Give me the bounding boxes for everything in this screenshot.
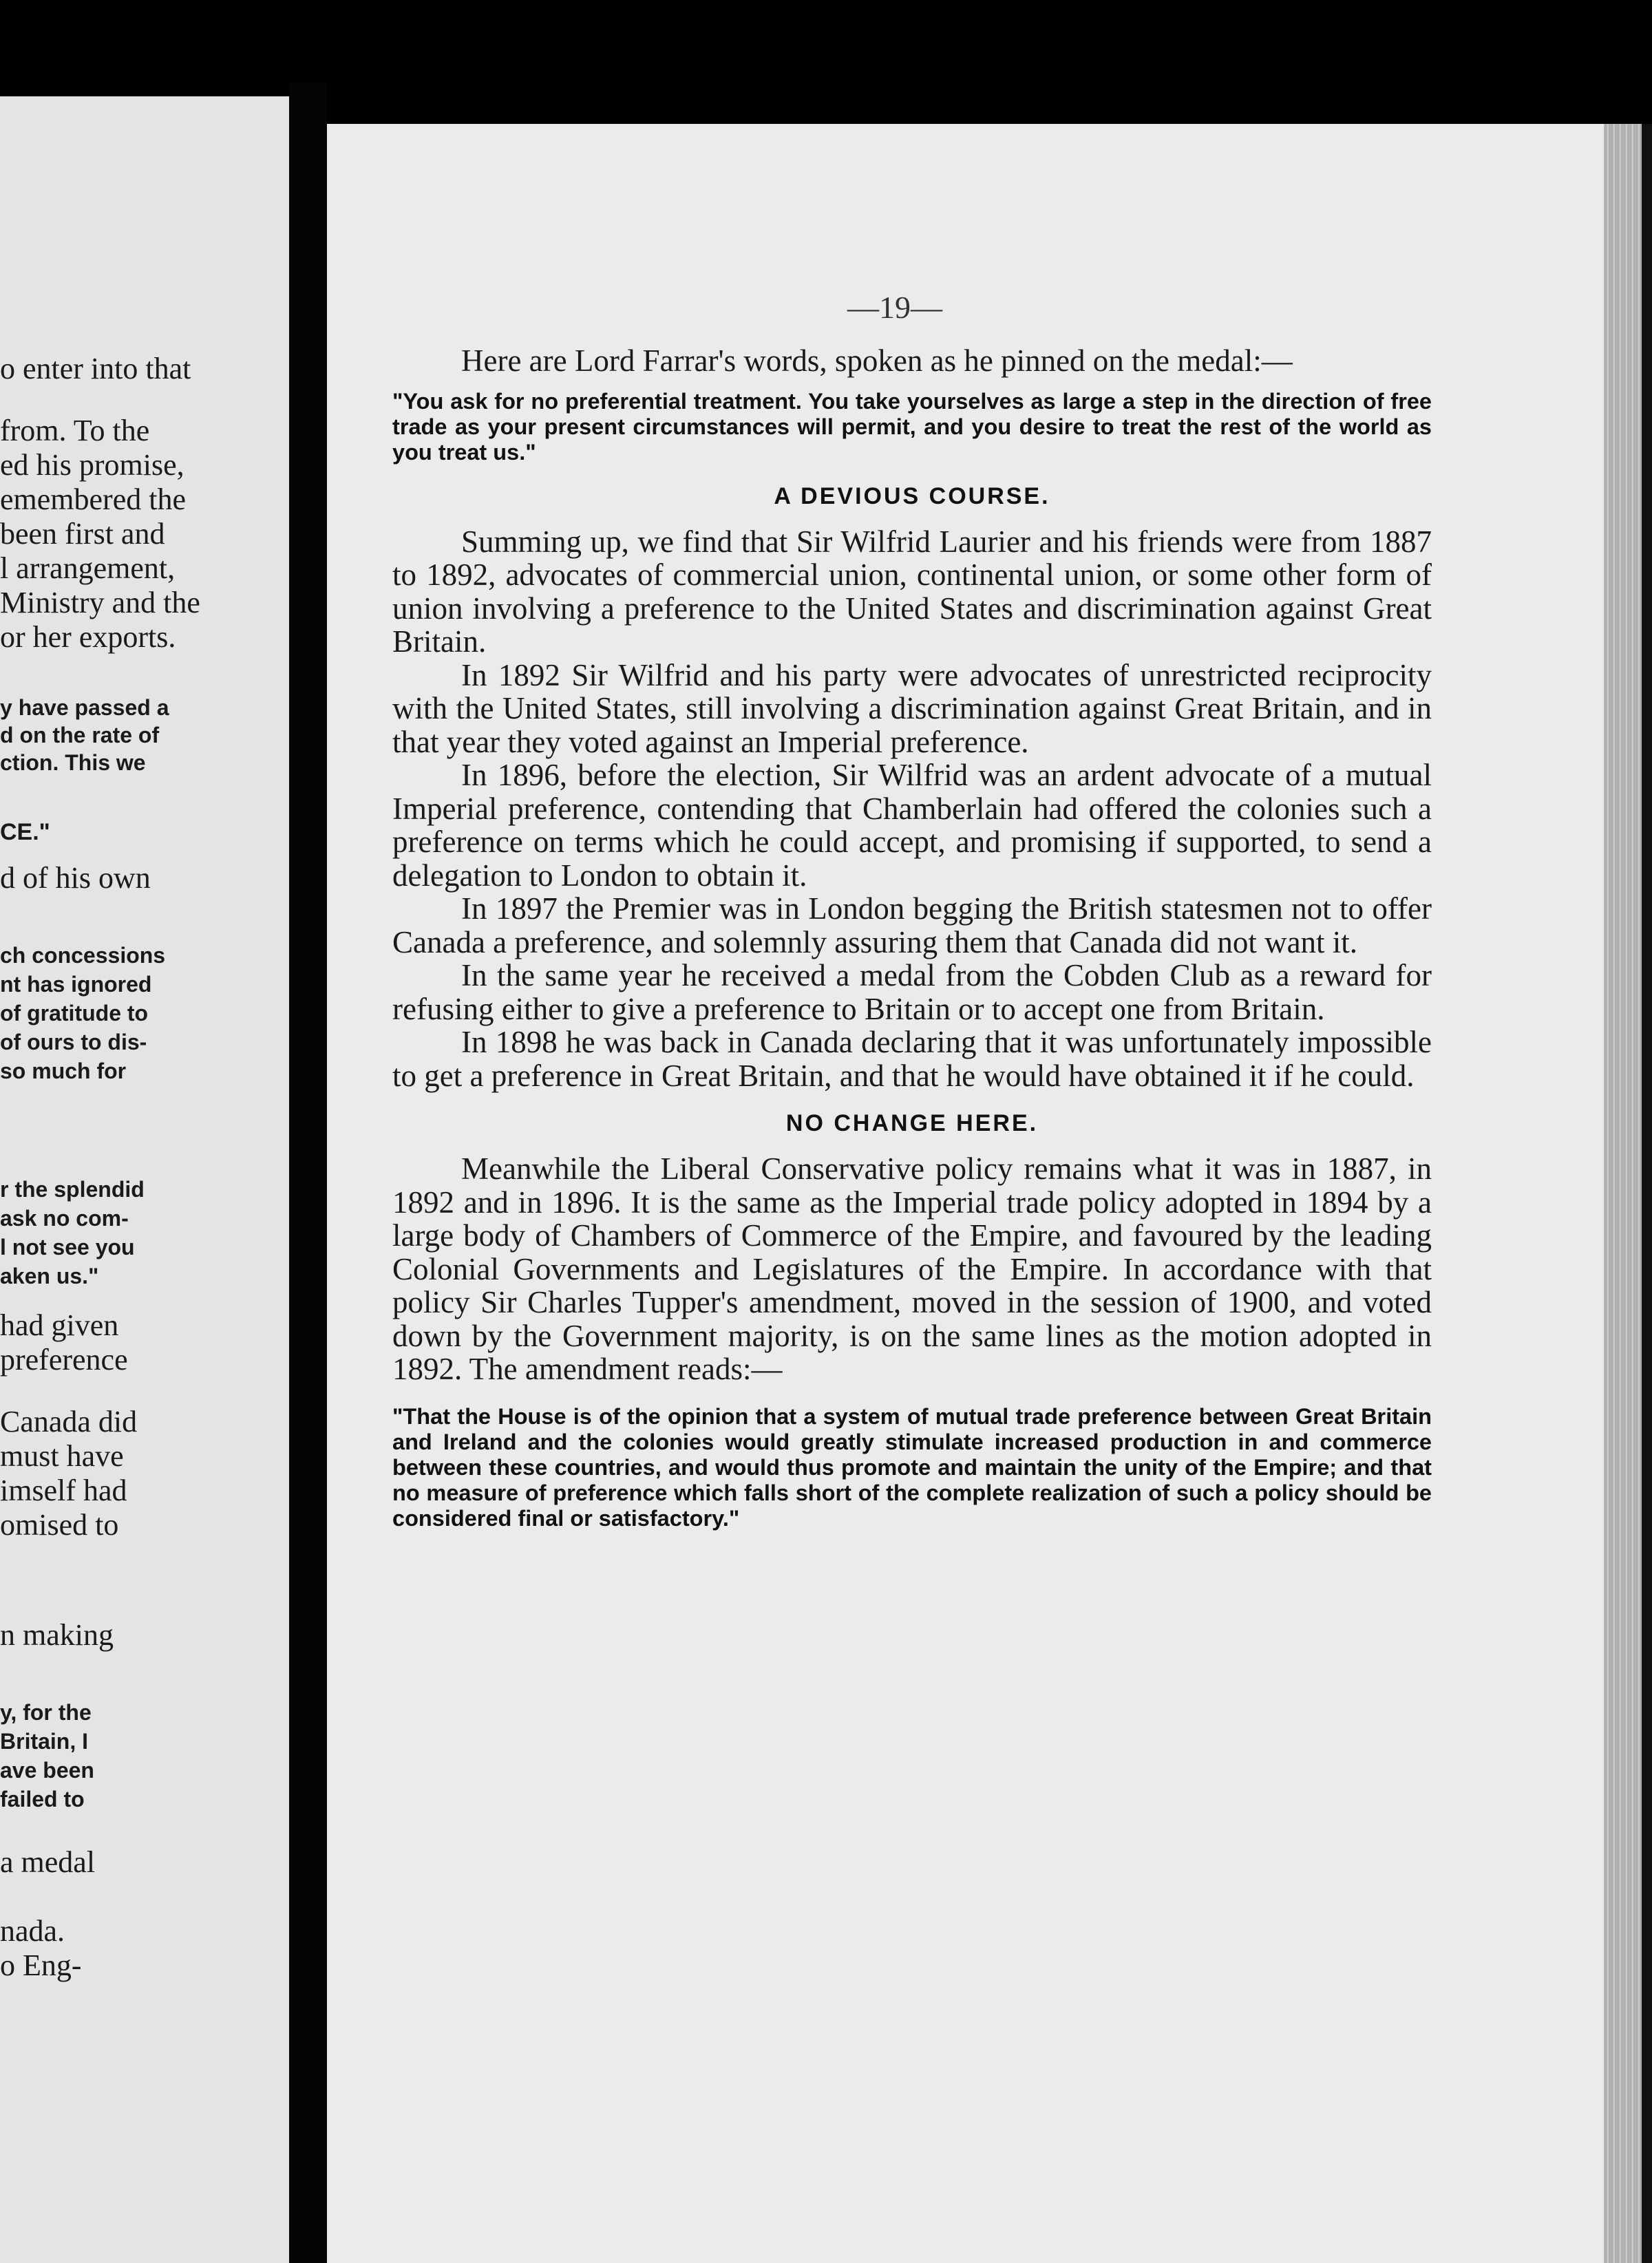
intro-paragraph: Here are Lord Farrar's words, spoken as he pinned on the medal:— (461, 343, 1293, 378)
page-edge (1604, 124, 1642, 2263)
left-page-line: l arrangement, (0, 551, 176, 585)
paragraph: In 1898 he was back in Canada declaring that it was unfortunately impossible to get a preference in Great Britain, and that he would have obtained it if he could. (392, 1025, 1432, 1093)
left-page-line: omised to (0, 1508, 119, 1542)
left-page-line: from. To the (0, 414, 150, 447)
left-page-line: ch concessions (0, 943, 166, 968)
left-page-line: or her exports. (0, 620, 176, 654)
left-page-line: a medal (0, 1845, 96, 1879)
left-page-line: aken us." (0, 1264, 99, 1288)
left-page-line: ask no com- (0, 1206, 129, 1231)
left-page-line: CE." (0, 819, 50, 845)
page-edge-shadow (1642, 124, 1652, 2263)
left-page-line: must have (0, 1439, 124, 1473)
left-page-line: l not see you (0, 1235, 135, 1260)
left-page-line: d on the rate of (0, 723, 160, 747)
paragraph: Meanwhile the Liberal Conservative policy remains what it was in 1887, in 1892 and in 1896. It is the same as the Imperial trade policy adopted in 1894 by a large body of Chambers of Commerce of the Empire, and favoured by the leading Colonial Governments and Legislatures of the Empire. In accordance with that policy Sir Charles Tupper's amendment, moved in the session of 1900, and voted down by the Government majority, is on the same lines as the motion adopted in 1892. The amendment reads:— (392, 1151, 1432, 1386)
left-page-line: ction. This we (0, 750, 146, 775)
left-page-line: nada. (0, 1914, 65, 1948)
book-gutter (289, 83, 327, 2263)
section-heading: A DEVIOUS COURSE. (774, 482, 1050, 509)
left-page-line: nt has ignored (0, 972, 152, 997)
left-page-line: o Eng- (0, 1948, 82, 1982)
left-page-line: so much for (0, 1059, 127, 1083)
left-page-line: emembered the (0, 482, 186, 516)
left-page-line: d of his own (0, 861, 151, 895)
left-page-line: y have passed a (0, 695, 169, 720)
left-page-line: n making (0, 1618, 114, 1652)
left-page-line: Canada did (0, 1405, 138, 1438)
left-page-line: r the splendid (0, 1177, 145, 1202)
paragraph: Summing up, we find that Sir Wilfrid Laurier and his friends were from 1887 to 1892, advocates of commercial union, continental union, or some other form of union involving a preference to the United States and discrimination against Great Britain. (392, 524, 1432, 659)
paragraph: In 1896, before the election, Sir Wilfrid was an ardent advocate of a mutual Imperial preference, contending that Chamberlain had offered the colonies such a preference on terms which he could accept, and promising if supported, to send a delegation to London to obtain it. (392, 758, 1432, 893)
farrar-quote: "You ask for no preferential treatment. You take yourselves as large a step in the direction of free trade as your present circumstances will permit, and you desire to treat the rest of the world as you treat us." (392, 388, 1432, 465)
page-number: —19— (847, 290, 942, 325)
paragraph: In the same year he received a medal from the Cobden Club as a reward for refusing either to give a preference to Britain or to accept one from Britain. (392, 958, 1432, 1026)
left-page-line: imself had (0, 1474, 127, 1507)
left-page-line: Britain, I (0, 1729, 89, 1754)
amendment-quote: "That the House is of the opinion that a system of mutual trade preference between Great Britain and Ireland and the colonies would greatly stimulate increased production in and commerce between these countries, and would thus promote and maintain the unity of the Empire; and that no measure of preference which falls short of the complete realization of such a policy should be considered final or satisfactory." (392, 1403, 1432, 1531)
left-page-line: been first and (0, 517, 165, 551)
left-page-line: ed his promise, (0, 448, 184, 482)
left-page-line: of gratitude to (0, 1001, 149, 1026)
paragraph: In 1897 the Premier was in London begging the British statesmen not to offer Canada a preference, and solemnly assuring them that Canada did not want it. (392, 891, 1432, 959)
left-page-line: o enter into that (0, 352, 191, 385)
left-page-line: Ministry and the (0, 586, 200, 619)
left-page-line: ave been (0, 1758, 94, 1783)
left-page-line: of ours to dis- (0, 1030, 147, 1054)
left-page-line: preference (0, 1343, 128, 1377)
left-page-line: y, for the (0, 1700, 92, 1725)
section-heading: NO CHANGE HERE. (785, 1110, 1039, 1136)
page-content (392, 344, 1432, 1531)
left-page-line: had given (0, 1308, 119, 1342)
left-page-line: failed to (0, 1787, 85, 1812)
paragraph: In 1892 Sir Wilfrid and his party were advocates of unrestricted reciprocity with the United States, still involving a discrimination against Great Britain, and in that year they voted against an Imperial preference. (392, 657, 1432, 759)
previous-page (0, 96, 289, 2263)
